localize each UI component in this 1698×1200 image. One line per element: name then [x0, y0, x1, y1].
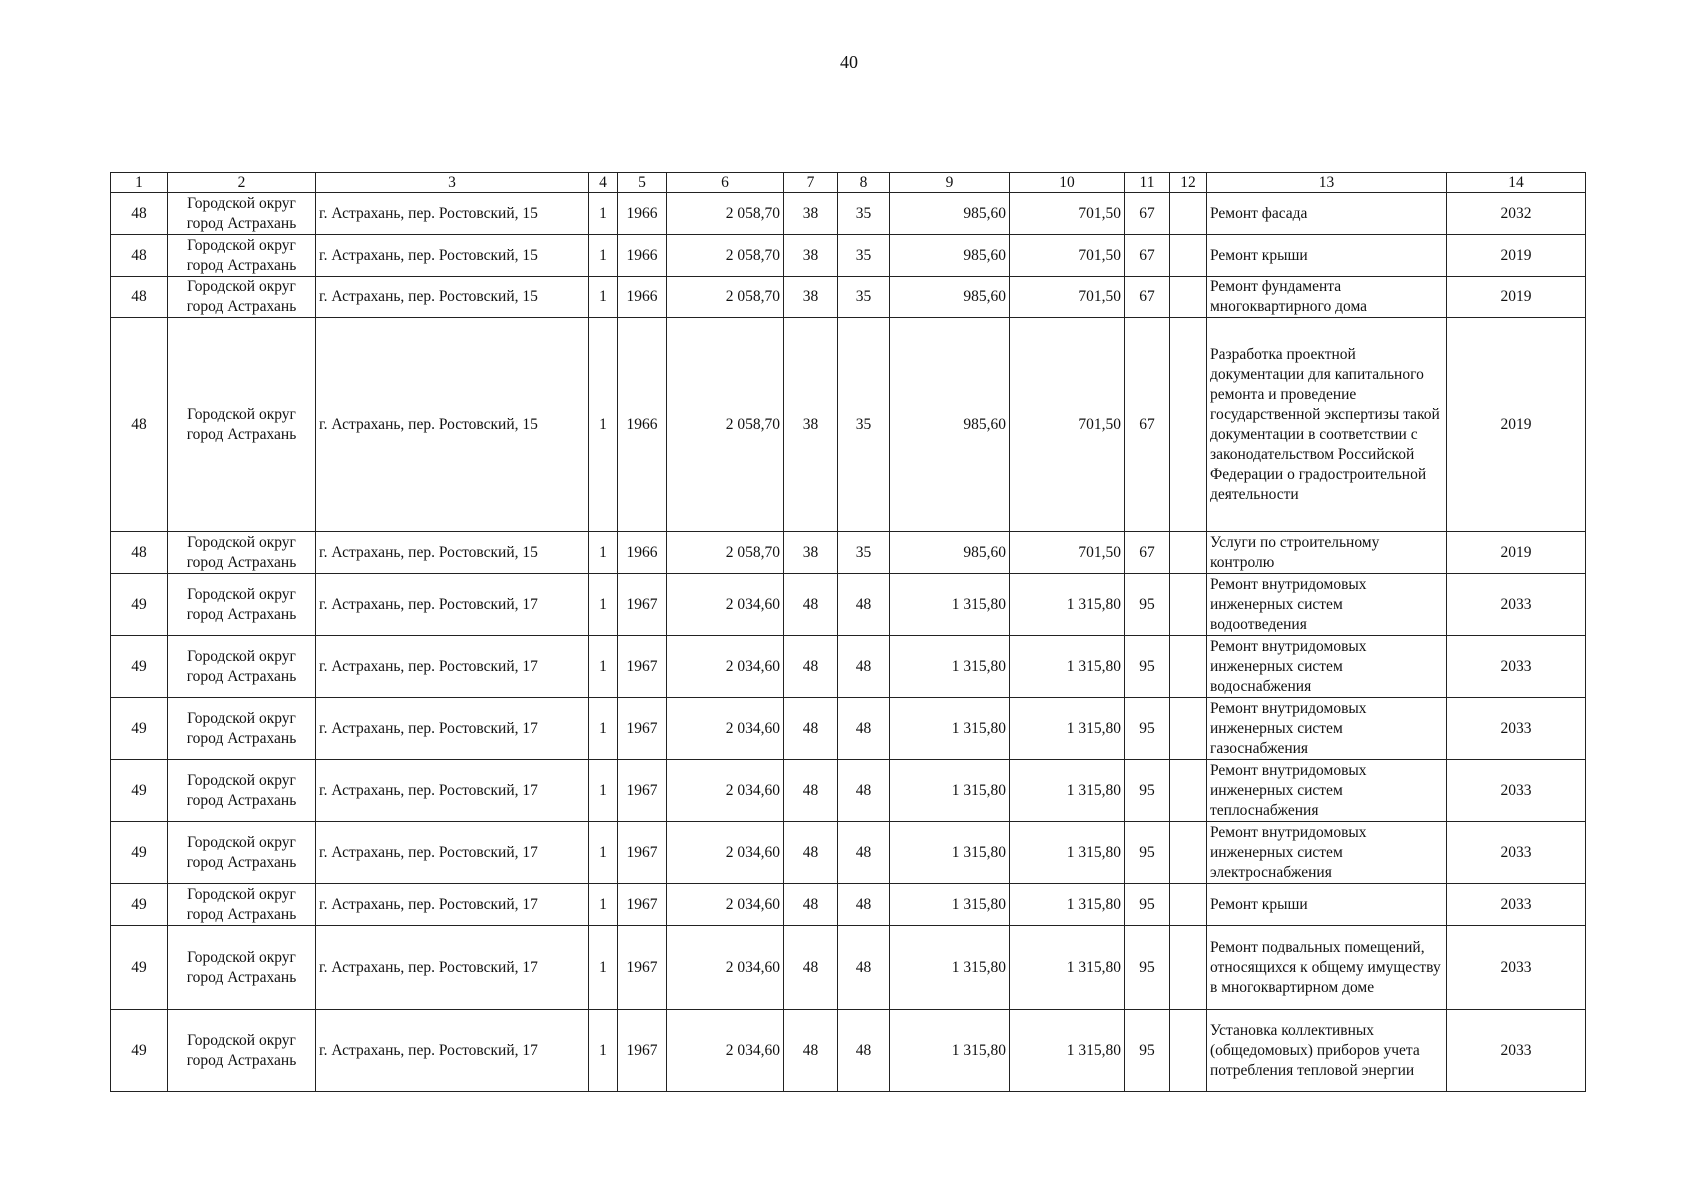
row-number: 49: [111, 636, 168, 698]
planned-year: 2033: [1447, 926, 1586, 1010]
col-9-value: 985,60: [890, 235, 1010, 277]
col-12-value: [1170, 574, 1207, 636]
work-type: Ремонт внутридомовых инженерных систем газоснабжения: [1207, 698, 1447, 760]
col-9-value: 985,60: [890, 532, 1010, 574]
build-year: 1967: [618, 884, 667, 926]
col-11-value: 67: [1125, 318, 1170, 532]
col-4-value: 1: [589, 532, 618, 574]
row-number: 48: [111, 193, 168, 235]
table-row: [111, 193, 1586, 235]
address: г. Астрахань, пер. Ростовский, 15: [316, 532, 589, 574]
total-area: 2 034,60: [667, 884, 784, 926]
work-type: Ремонт крыши: [1207, 235, 1447, 277]
col-8-value: 48: [838, 698, 890, 760]
work-type: Ремонт внутридомовых инженерных систем электроснабжения: [1207, 822, 1447, 884]
col-8-value: 48: [838, 926, 890, 1010]
planned-year: 2033: [1447, 636, 1586, 698]
col-7-value: 48: [784, 1010, 838, 1092]
col-8-value: 48: [838, 760, 890, 822]
build-year: 1967: [618, 926, 667, 1010]
table-row: [111, 1010, 1586, 1092]
col-10-value: 1 315,80: [1010, 698, 1125, 760]
col-12-value: [1170, 698, 1207, 760]
col-9-value: 1 315,80: [890, 926, 1010, 1010]
col-8-value: 48: [838, 574, 890, 636]
planned-year: 2019: [1447, 318, 1586, 532]
work-type: Ремонт внутридомовых инженерных систем теплоснабжения: [1207, 760, 1447, 822]
col-8-value: 48: [838, 636, 890, 698]
col-4-value: 1: [589, 636, 618, 698]
col-10-value: 701,50: [1010, 277, 1125, 318]
row-number: 48: [111, 277, 168, 318]
municipality: Городской округ город Астрахань: [168, 532, 316, 574]
col-11-value: 95: [1125, 636, 1170, 698]
row-number: 49: [111, 760, 168, 822]
col-11-value: 67: [1125, 532, 1170, 574]
col-8-value: 35: [838, 532, 890, 574]
work-type: Ремонт крыши: [1207, 884, 1447, 926]
planned-year: 2019: [1447, 235, 1586, 277]
page-number: 40: [840, 52, 858, 72]
table-row: [111, 235, 1586, 277]
address: г. Астрахань, пер. Ростовский, 15: [316, 277, 589, 318]
col-10-value: 701,50: [1010, 235, 1125, 277]
col-12-value: [1170, 636, 1207, 698]
col-8-value: 48: [838, 1010, 890, 1092]
address: г. Астрахань, пер. Ростовский, 17: [316, 760, 589, 822]
build-year: 1966: [618, 193, 667, 235]
row-number: 49: [111, 884, 168, 926]
col-9-value: 985,60: [890, 277, 1010, 318]
table-row: [111, 574, 1586, 636]
work-type: Услуги по строительному контролю: [1207, 532, 1447, 574]
col-9-value: 1 315,80: [890, 760, 1010, 822]
planned-year: 2019: [1447, 277, 1586, 318]
col-12-value: [1170, 235, 1207, 277]
col-11-value: 95: [1125, 760, 1170, 822]
col-header: 2: [168, 173, 316, 193]
planned-year: 2033: [1447, 884, 1586, 926]
col-4-value: 1: [589, 235, 618, 277]
municipality: Городской округ город Астрахань: [168, 698, 316, 760]
col-10-value: 1 315,80: [1010, 926, 1125, 1010]
address: г. Астрахань, пер. Ростовский, 17: [316, 636, 589, 698]
col-12-value: [1170, 318, 1207, 532]
municipality: Городской округ город Астрахань: [168, 760, 316, 822]
col-11-value: 95: [1125, 822, 1170, 884]
col-9-value: 1 315,80: [890, 636, 1010, 698]
table-row: [111, 822, 1586, 884]
col-9-value: 1 315,80: [890, 884, 1010, 926]
table-row: [111, 884, 1586, 926]
col-7-value: 38: [784, 277, 838, 318]
col-10-value: 1 315,80: [1010, 884, 1125, 926]
total-area: 2 058,70: [667, 532, 784, 574]
col-7-value: 48: [784, 926, 838, 1010]
work-type: Установка коллективных (общедомовых) приборов учета потребления тепловой энергии: [1207, 1010, 1447, 1092]
address: г. Астрахань, пер. Ростовский, 17: [316, 822, 589, 884]
col-header: 11: [1125, 173, 1170, 193]
col-9-value: 985,60: [890, 193, 1010, 235]
row-number: 49: [111, 926, 168, 1010]
repair-program-table: [110, 172, 1586, 1092]
col-8-value: 48: [838, 884, 890, 926]
total-area: 2 034,60: [667, 760, 784, 822]
col-7-value: 48: [784, 822, 838, 884]
planned-year: 2033: [1447, 822, 1586, 884]
municipality: Городской округ город Астрахань: [168, 277, 316, 318]
col-7-value: 48: [784, 698, 838, 760]
col-header: 7: [784, 173, 838, 193]
build-year: 1967: [618, 1010, 667, 1092]
row-number: 49: [111, 698, 168, 760]
col-9-value: 1 315,80: [890, 698, 1010, 760]
total-area: 2 034,60: [667, 822, 784, 884]
address: г. Астрахань, пер. Ростовский, 17: [316, 574, 589, 636]
municipality: Городской округ город Астрахань: [168, 926, 316, 1010]
col-4-value: 1: [589, 698, 618, 760]
table-row: [111, 532, 1586, 574]
col-12-value: [1170, 1010, 1207, 1092]
address: г. Астрахань, пер. Ростовский, 17: [316, 926, 589, 1010]
col-4-value: 1: [589, 318, 618, 532]
row-number: 48: [111, 235, 168, 277]
row-number: 49: [111, 574, 168, 636]
municipality: Городской округ город Астрахань: [168, 318, 316, 532]
table-row: [111, 277, 1586, 318]
col-7-value: 38: [784, 193, 838, 235]
column-number-row: [111, 173, 1586, 193]
total-area: 2 034,60: [667, 926, 784, 1010]
col-4-value: 1: [589, 574, 618, 636]
col-10-value: 701,50: [1010, 193, 1125, 235]
col-7-value: 38: [784, 532, 838, 574]
col-10-value: 1 315,80: [1010, 1010, 1125, 1092]
row-number: 49: [111, 1010, 168, 1092]
work-type: Ремонт фасада: [1207, 193, 1447, 235]
build-year: 1967: [618, 760, 667, 822]
col-8-value: 35: [838, 235, 890, 277]
address: г. Астрахань, пер. Ростовский, 17: [316, 1010, 589, 1092]
row-number: 48: [111, 532, 168, 574]
col-header: 12: [1170, 173, 1207, 193]
col-header: 14: [1447, 173, 1586, 193]
col-12-value: [1170, 277, 1207, 318]
col-8-value: 48: [838, 822, 890, 884]
col-10-value: 701,50: [1010, 318, 1125, 532]
col-8-value: 35: [838, 193, 890, 235]
col-7-value: 38: [784, 235, 838, 277]
total-area: 2 034,60: [667, 574, 784, 636]
municipality: Городской округ город Астрахань: [168, 1010, 316, 1092]
col-header: 3: [316, 173, 589, 193]
col-11-value: 67: [1125, 235, 1170, 277]
col-header: 8: [838, 173, 890, 193]
col-7-value: 48: [784, 574, 838, 636]
table-row: [111, 760, 1586, 822]
address: г. Астрахань, пер. Ростовский, 17: [316, 884, 589, 926]
municipality: Городской округ город Астрахань: [168, 193, 316, 235]
col-4-value: 1: [589, 193, 618, 235]
total-area: 2 058,70: [667, 235, 784, 277]
col-12-value: [1170, 822, 1207, 884]
col-header: 1: [111, 173, 168, 193]
col-header: 6: [667, 173, 784, 193]
total-area: 2 034,60: [667, 698, 784, 760]
col-11-value: 95: [1125, 884, 1170, 926]
col-7-value: 38: [784, 318, 838, 532]
col-7-value: 48: [784, 760, 838, 822]
build-year: 1967: [618, 636, 667, 698]
col-7-value: 48: [784, 636, 838, 698]
build-year: 1966: [618, 318, 667, 532]
col-8-value: 35: [838, 318, 890, 532]
col-4-value: 1: [589, 926, 618, 1010]
col-11-value: 95: [1125, 1010, 1170, 1092]
col-header: 9: [890, 173, 1010, 193]
total-area: 2 058,70: [667, 277, 784, 318]
col-11-value: 95: [1125, 574, 1170, 636]
total-area: 2 034,60: [667, 1010, 784, 1092]
work-type: Ремонт фундамента многоквартирного дома: [1207, 277, 1447, 318]
col-8-value: 35: [838, 277, 890, 318]
col-10-value: 1 315,80: [1010, 636, 1125, 698]
col-7-value: 48: [784, 884, 838, 926]
planned-year: 2033: [1447, 698, 1586, 760]
table-row: [111, 636, 1586, 698]
col-9-value: 985,60: [890, 318, 1010, 532]
municipality: Городской округ город Астрахань: [168, 822, 316, 884]
col-4-value: 1: [589, 277, 618, 318]
address: г. Астрахань, пер. Ростовский, 15: [316, 318, 589, 532]
col-header: 4: [589, 173, 618, 193]
col-12-value: [1170, 884, 1207, 926]
col-11-value: 95: [1125, 926, 1170, 1010]
work-type: Ремонт внутридомовых инженерных систем водоснабжения: [1207, 636, 1447, 698]
col-4-value: 1: [589, 884, 618, 926]
total-area: 2 058,70: [667, 318, 784, 532]
planned-year: 2033: [1447, 1010, 1586, 1092]
col-11-value: 95: [1125, 698, 1170, 760]
col-12-value: [1170, 193, 1207, 235]
address: г. Астрахань, пер. Ростовский, 15: [316, 193, 589, 235]
col-9-value: 1 315,80: [890, 1010, 1010, 1092]
municipality: Городской округ город Астрахань: [168, 636, 316, 698]
col-header: 5: [618, 173, 667, 193]
row-number: 48: [111, 318, 168, 532]
municipality: Городской округ город Астрахань: [168, 574, 316, 636]
work-type: Разработка проектной документации для капитального ремонта и проведение государственной экспертизы такой документации в соответствии с законодательством Российской Федерации о градостроительной деятельности: [1207, 318, 1447, 532]
planned-year: 2019: [1447, 532, 1586, 574]
col-4-value: 1: [589, 822, 618, 884]
work-type: Ремонт подвальных помещений, относящихся к общему имуществу в многоквартирном доме: [1207, 926, 1447, 1010]
planned-year: 2032: [1447, 193, 1586, 235]
col-9-value: 1 315,80: [890, 822, 1010, 884]
build-year: 1966: [618, 235, 667, 277]
build-year: 1967: [618, 822, 667, 884]
total-area: 2 058,70: [667, 193, 784, 235]
col-4-value: 1: [589, 760, 618, 822]
municipality: Городской округ город Астрахань: [168, 235, 316, 277]
col-9-value: 1 315,80: [890, 574, 1010, 636]
col-12-value: [1170, 926, 1207, 1010]
build-year: 1967: [618, 574, 667, 636]
col-header: 13: [1207, 173, 1447, 193]
col-11-value: 67: [1125, 193, 1170, 235]
table-row: [111, 698, 1586, 760]
planned-year: 2033: [1447, 574, 1586, 636]
col-4-value: 1: [589, 1010, 618, 1092]
col-10-value: 1 315,80: [1010, 760, 1125, 822]
col-header: 10: [1010, 173, 1125, 193]
row-number: 49: [111, 822, 168, 884]
table-row: [111, 318, 1586, 532]
total-area: 2 034,60: [667, 636, 784, 698]
planned-year: 2033: [1447, 760, 1586, 822]
work-type: Ремонт внутридомовых инженерных систем водоотведения: [1207, 574, 1447, 636]
table-row: [111, 926, 1586, 1010]
col-10-value: 1 315,80: [1010, 574, 1125, 636]
build-year: 1967: [618, 698, 667, 760]
municipality: Городской округ город Астрахань: [168, 884, 316, 926]
col-12-value: [1170, 532, 1207, 574]
col-11-value: 67: [1125, 277, 1170, 318]
address: г. Астрахань, пер. Ростовский, 15: [316, 235, 589, 277]
address: г. Астрахань, пер. Ростовский, 17: [316, 698, 589, 760]
col-10-value: 1 315,80: [1010, 822, 1125, 884]
col-10-value: 701,50: [1010, 532, 1125, 574]
build-year: 1966: [618, 532, 667, 574]
col-12-value: [1170, 760, 1207, 822]
build-year: 1966: [618, 277, 667, 318]
